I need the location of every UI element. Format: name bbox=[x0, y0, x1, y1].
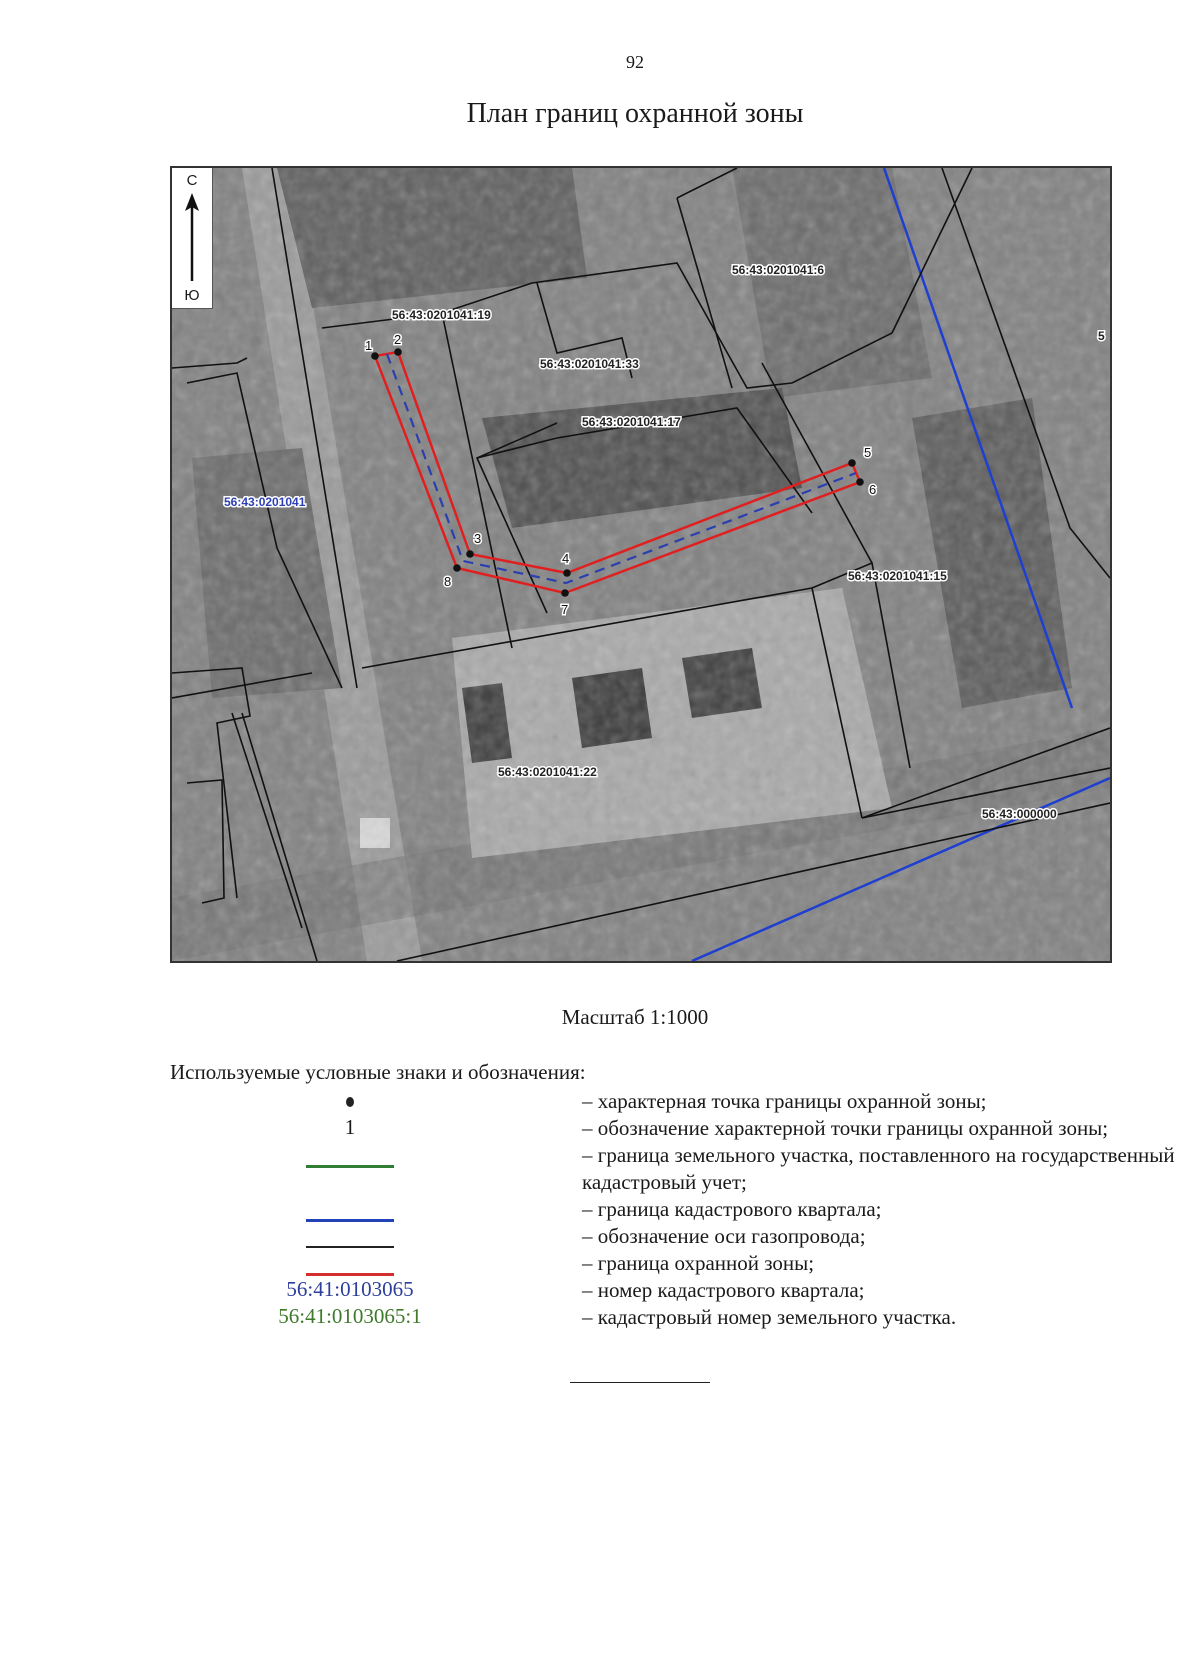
parcel-number-label: 56:43:0201041:15 bbox=[848, 569, 947, 583]
point-marker bbox=[563, 569, 571, 577]
legend-heading: Используемые условные знаки и обозначения: bbox=[170, 1060, 586, 1084]
legend-description: – кадастровый номер земельного участка. bbox=[582, 1305, 957, 1329]
point-marker bbox=[856, 478, 864, 486]
legend-description: – обозначение оси газопровода; bbox=[582, 1224, 866, 1248]
point-label: 1 bbox=[365, 338, 373, 353]
quarter-boundary-line-icon bbox=[306, 1219, 394, 1222]
parcel-number-label: 56:43:0201041:6 bbox=[732, 263, 825, 277]
point-label: 3 bbox=[474, 531, 482, 546]
footer-divider bbox=[570, 1382, 710, 1383]
page-title: План границ охранной зоны bbox=[466, 98, 804, 129]
point-marker bbox=[561, 589, 569, 597]
parcel-number-label: 56:43:0201041:33 bbox=[540, 357, 639, 371]
map-canvas bbox=[172, 168, 1110, 961]
point-dot-icon bbox=[346, 1097, 354, 1107]
legend-description: – граница охранной зоны; bbox=[582, 1251, 815, 1275]
legend-description: – обозначение характерной точки границы охранной зоны; bbox=[582, 1116, 1109, 1140]
parcel-number-label: 5 bbox=[1098, 329, 1105, 343]
page-number: 92 bbox=[626, 52, 644, 72]
point-label: 7 bbox=[561, 602, 569, 617]
parcel-number-label: 56:43:0201041:17 bbox=[582, 415, 681, 429]
legend-symbol-text: 1 bbox=[344, 1115, 356, 1139]
legend-description: – граница кадастрового квартала; bbox=[582, 1197, 882, 1221]
point-marker bbox=[466, 550, 474, 558]
point-label: 4 bbox=[562, 551, 570, 566]
parcel-number-label: 56:43:000000 bbox=[982, 807, 1057, 821]
parcel-number-label: 56:43:0201041:22 bbox=[498, 765, 597, 779]
quarter-number-label: 56:43:0201041 bbox=[224, 495, 306, 509]
legend-description: – граница земельного участка, поставленного на государственный кадастровый учет; bbox=[582, 1143, 1175, 1194]
point-label: 8 bbox=[444, 574, 452, 589]
north-arrow-icon bbox=[183, 193, 201, 283]
point-marker bbox=[848, 459, 856, 467]
zone-boundary-line-icon bbox=[306, 1273, 394, 1276]
parcel-number-label: 56:43:0201041:19 bbox=[392, 308, 491, 322]
legend-description: – характерная точка границы охранной зоны; bbox=[582, 1089, 987, 1113]
north-letter: С bbox=[186, 172, 198, 189]
point-marker bbox=[371, 352, 379, 360]
point-label: 5 bbox=[864, 445, 872, 460]
legend-symbol-text: 56:41:0103065:1 bbox=[278, 1304, 422, 1328]
point-marker bbox=[394, 348, 402, 356]
parcel-boundary-line-icon bbox=[306, 1165, 394, 1168]
point-label: 6 bbox=[869, 482, 877, 497]
gas-axis-line-icon bbox=[306, 1246, 394, 1248]
map-scale: Масштаб 1:1000 bbox=[561, 1005, 709, 1029]
legend-symbol-text: 56:41:0103065 bbox=[286, 1277, 414, 1301]
south-letter: Ю bbox=[184, 287, 200, 304]
protection-zone-map bbox=[170, 166, 1112, 963]
point-marker bbox=[453, 564, 461, 572]
north-arrow bbox=[172, 168, 213, 309]
point-label: 2 bbox=[394, 332, 402, 347]
legend-description: – номер кадастрового квартала; bbox=[582, 1278, 865, 1302]
